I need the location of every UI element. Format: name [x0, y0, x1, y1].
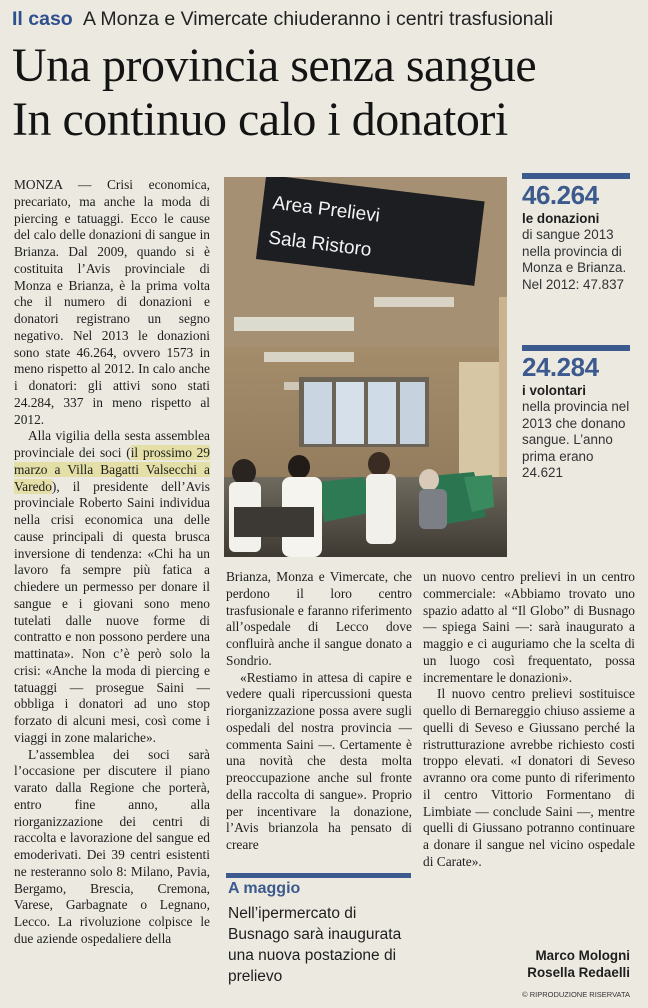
stat-description: nella provincia nel 2013 che donano sangue. L’anno prima erano 24.621 [522, 399, 630, 480]
article-paragraph [14, 428, 210, 746]
photo-sign-line-2: Sala Ristoro [267, 227, 373, 261]
article-paragraph: un nuovo centro prelievi in un centro commerciale: «Abbiamo trovato uno spazio adatto al “Il Globo” di Busnago — spiega Saini —: sarà inaugurato a maggio e ci auguriamo che la scelta di un luogo così frequentato, possa incrementare le donazioni». [423, 569, 635, 685]
article-text: ), il presidente dell’Avis provinciale Roberto Saini individua nella crisi economica una delle cause principali di questa brusca inversione di tendenza: «Chi ha un lavoro fa sempre più fatica a chiedere un permesso per donare il sangue e i giovani sono meno tutelati dalle nuove forme di contratto e non possono perdere una mattinata». Non c’è però solo la crisi: «Anche la moda di piercing e tatuaggi — prosegue Saini — obbliga i donatori ad uno stop forzato di alcuni mesi, così come i viaggi in zone malariche». [14, 478, 210, 745]
stat-volunteers [522, 345, 632, 482]
headline-line-1: Una provincia senza sangue [12, 39, 537, 92]
article-column-1 [14, 177, 210, 1002]
author-name: Rosella Redaelli [527, 965, 630, 980]
stat-label: i volontari [522, 383, 586, 398]
article-paragraph: Brianza, Monza e Vimercate, che perdono il loro centro trasfusionale e faranno riferimento all’ospedale di Lecco dove confluirà anche il sangue donato a Sondrio. [226, 569, 412, 668]
article-column-3 [423, 569, 635, 954]
stat-donations [522, 173, 632, 293]
stat-number: 24.284 [522, 352, 599, 382]
kicker-label: Il caso [12, 8, 73, 30]
sidebar-box-title: A maggio [228, 880, 301, 897]
headline-line-2: In continuo calo i donatori [12, 93, 508, 146]
stat-description: di sangue 2013 nella provincia di Monza e Brianza. Nel 2012: 47.837 [522, 227, 627, 292]
photo-sign-line-1: Area Prelievi [271, 192, 382, 227]
stat-number: 46.264 [522, 180, 599, 210]
kicker [12, 6, 642, 32]
article-paragraph: «Restiamo in attesa di capire e vedere quali ripercussioni questa riorganizzazione possa avere sugli ospedali del nostra provincia — commenta Saini —. Certamente è una novità che desta molta preoccupazione anche sul fronte della raccolta di sangue». Proprio per incentivare la donazione, l’Avis brianzola ha pensato di creare [226, 669, 412, 852]
article-paragraph: MONZA — Crisi economica, precariato, ma anche la moda di piercing e tatuaggi. Ecco le cause del calo delle donazioni di sangue in Brianza. Dal 2009, quando si è costituita l’Avis provinciale di Monza e Brianza, è la prima volta che il numero di donazioni e donatori registrano un segno negativo. Nel 2013 le donazioni sono state 46.264, ovvero 1573 in meno rispetto al 2012. In calo anche i donatori: gli attivi sono stati 24.284, 337 in meno rispetto al 2012. [14, 177, 210, 427]
article-paragraph: L’assemblea dei soci sarà l’occasione per discutere il piano varato dalla Regione che porterà, entro fine anno, alla riorganizzazione dei centri di raccolta e lavorazione del sangue ed emoderivati. Dei 39 centri esistenti ne resteranno solo 8: Milano, Pavia, Bergamo, Brescia, Cremona, Varese, Garbagnate o Legnano, Lecco. La rivoluzione colpisce le due aziende ospedaliere della [14, 746, 210, 946]
kicker-text: A Monza e Vimercate chiuderanno i centri trasfusionali [83, 8, 554, 30]
sidebar-box-text: Nell’ipermercato di Busnago sarà inaugurata una nuova postazione di prelievo [228, 905, 402, 985]
blood-donation-center-photo [224, 177, 507, 557]
highlighted-text: il prossimo 29 marzo a Villa Bagatti Valsecchi a Varedo [14, 445, 210, 494]
copyright-notice: © RIPRODUZIONE RISERVATA [522, 990, 630, 999]
article-text: Alla vigilia della sesta assemblea provinciale dei soci ( [14, 428, 210, 460]
photo-illustration [224, 177, 507, 557]
sidebar-box-accent-bar [226, 873, 411, 878]
stat-label: le donazioni [522, 211, 600, 226]
author-name: Marco Mologni [535, 948, 630, 963]
article-paragraph: Il nuovo centro prelievi sostituisce quello di Bernareggio chiuso assieme a quelli di Seveso e Giussano perché la ristrutturazione avrebbe richiesto costi troppo elevati. «I donatori di Seveso avranno ora come punto di riferimento il centro Vittorio Formentano di Limbiate — conclude Saini —, mentre quelli di Giussano potranno continuare a donare il sangue nel vicino ospedale di Carate». [423, 686, 635, 869]
article-column-2 [226, 569, 412, 874]
